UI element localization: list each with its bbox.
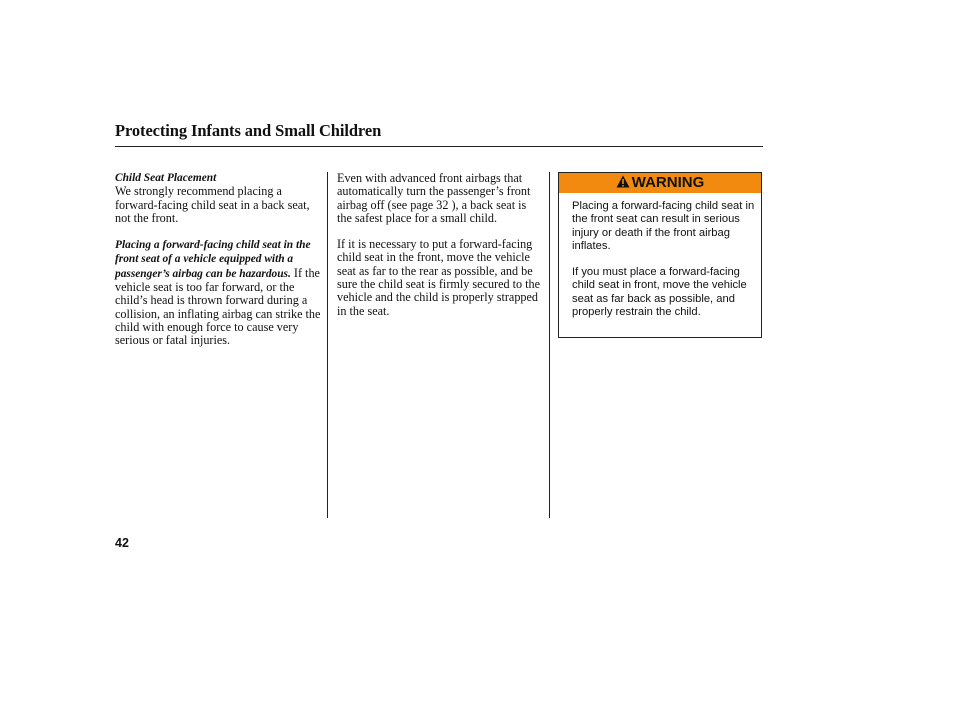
column-left — [115, 172, 325, 348]
hazard-bold-text: Placing a forward-facing child seat in the front seat of a vehicle equipped with a passenger’s airbag can be hazardous. — [115, 239, 311, 280]
page-number: 42 — [115, 536, 129, 550]
paragraph-recommendation: We strongly recommend placing a forward-facing child seat in a back seat, not the front. — [115, 184, 310, 225]
hazard-rest-text: If the vehicle seat is too far forward, or the child’s head is thrown forward during a collision, an inflating airbag can strike the child with enough force to cause very serious or fatal injuries. — [115, 265, 321, 348]
column-divider-2 — [549, 172, 550, 518]
warning-box — [558, 172, 762, 338]
paragraph-hazard — [115, 238, 325, 347]
warning-header — [559, 173, 761, 193]
warning-paragraph-1: Placing a forward-facing child seat in the front seat can result in serious injury or death if the front airbag inflates. — [572, 200, 755, 252]
column-divider-1 — [327, 172, 328, 518]
title-divider — [115, 146, 763, 147]
column-middle — [337, 172, 543, 318]
warning-paragraph-2: If you must place a forward-facing child seat in front, move the vehicle seat as far back as possible, and properly restrain the child. — [572, 266, 747, 319]
warning-body — [572, 200, 755, 319]
warning-triangle-icon — [616, 174, 630, 194]
section-title: Protecting Infants and Small Children — [115, 121, 382, 140]
paragraph-front-seat-instructions: If it is necessary to put a forward-facing child seat in the front, move the vehicle seat as far to the rear as possible, and be sure the child seat is firmly secured to the vehicle and the child is properly strapped in the seat. — [337, 237, 541, 318]
subheading-child-seat-placement: Child Seat Placement — [115, 172, 217, 184]
warning-label: WARNING — [631, 174, 705, 191]
paragraph-advanced-airbags: Even with advanced front airbags that automatically turn the passenger’s front airbag off (see page 32 ), a back seat is the safest place for a small child. — [337, 171, 531, 225]
